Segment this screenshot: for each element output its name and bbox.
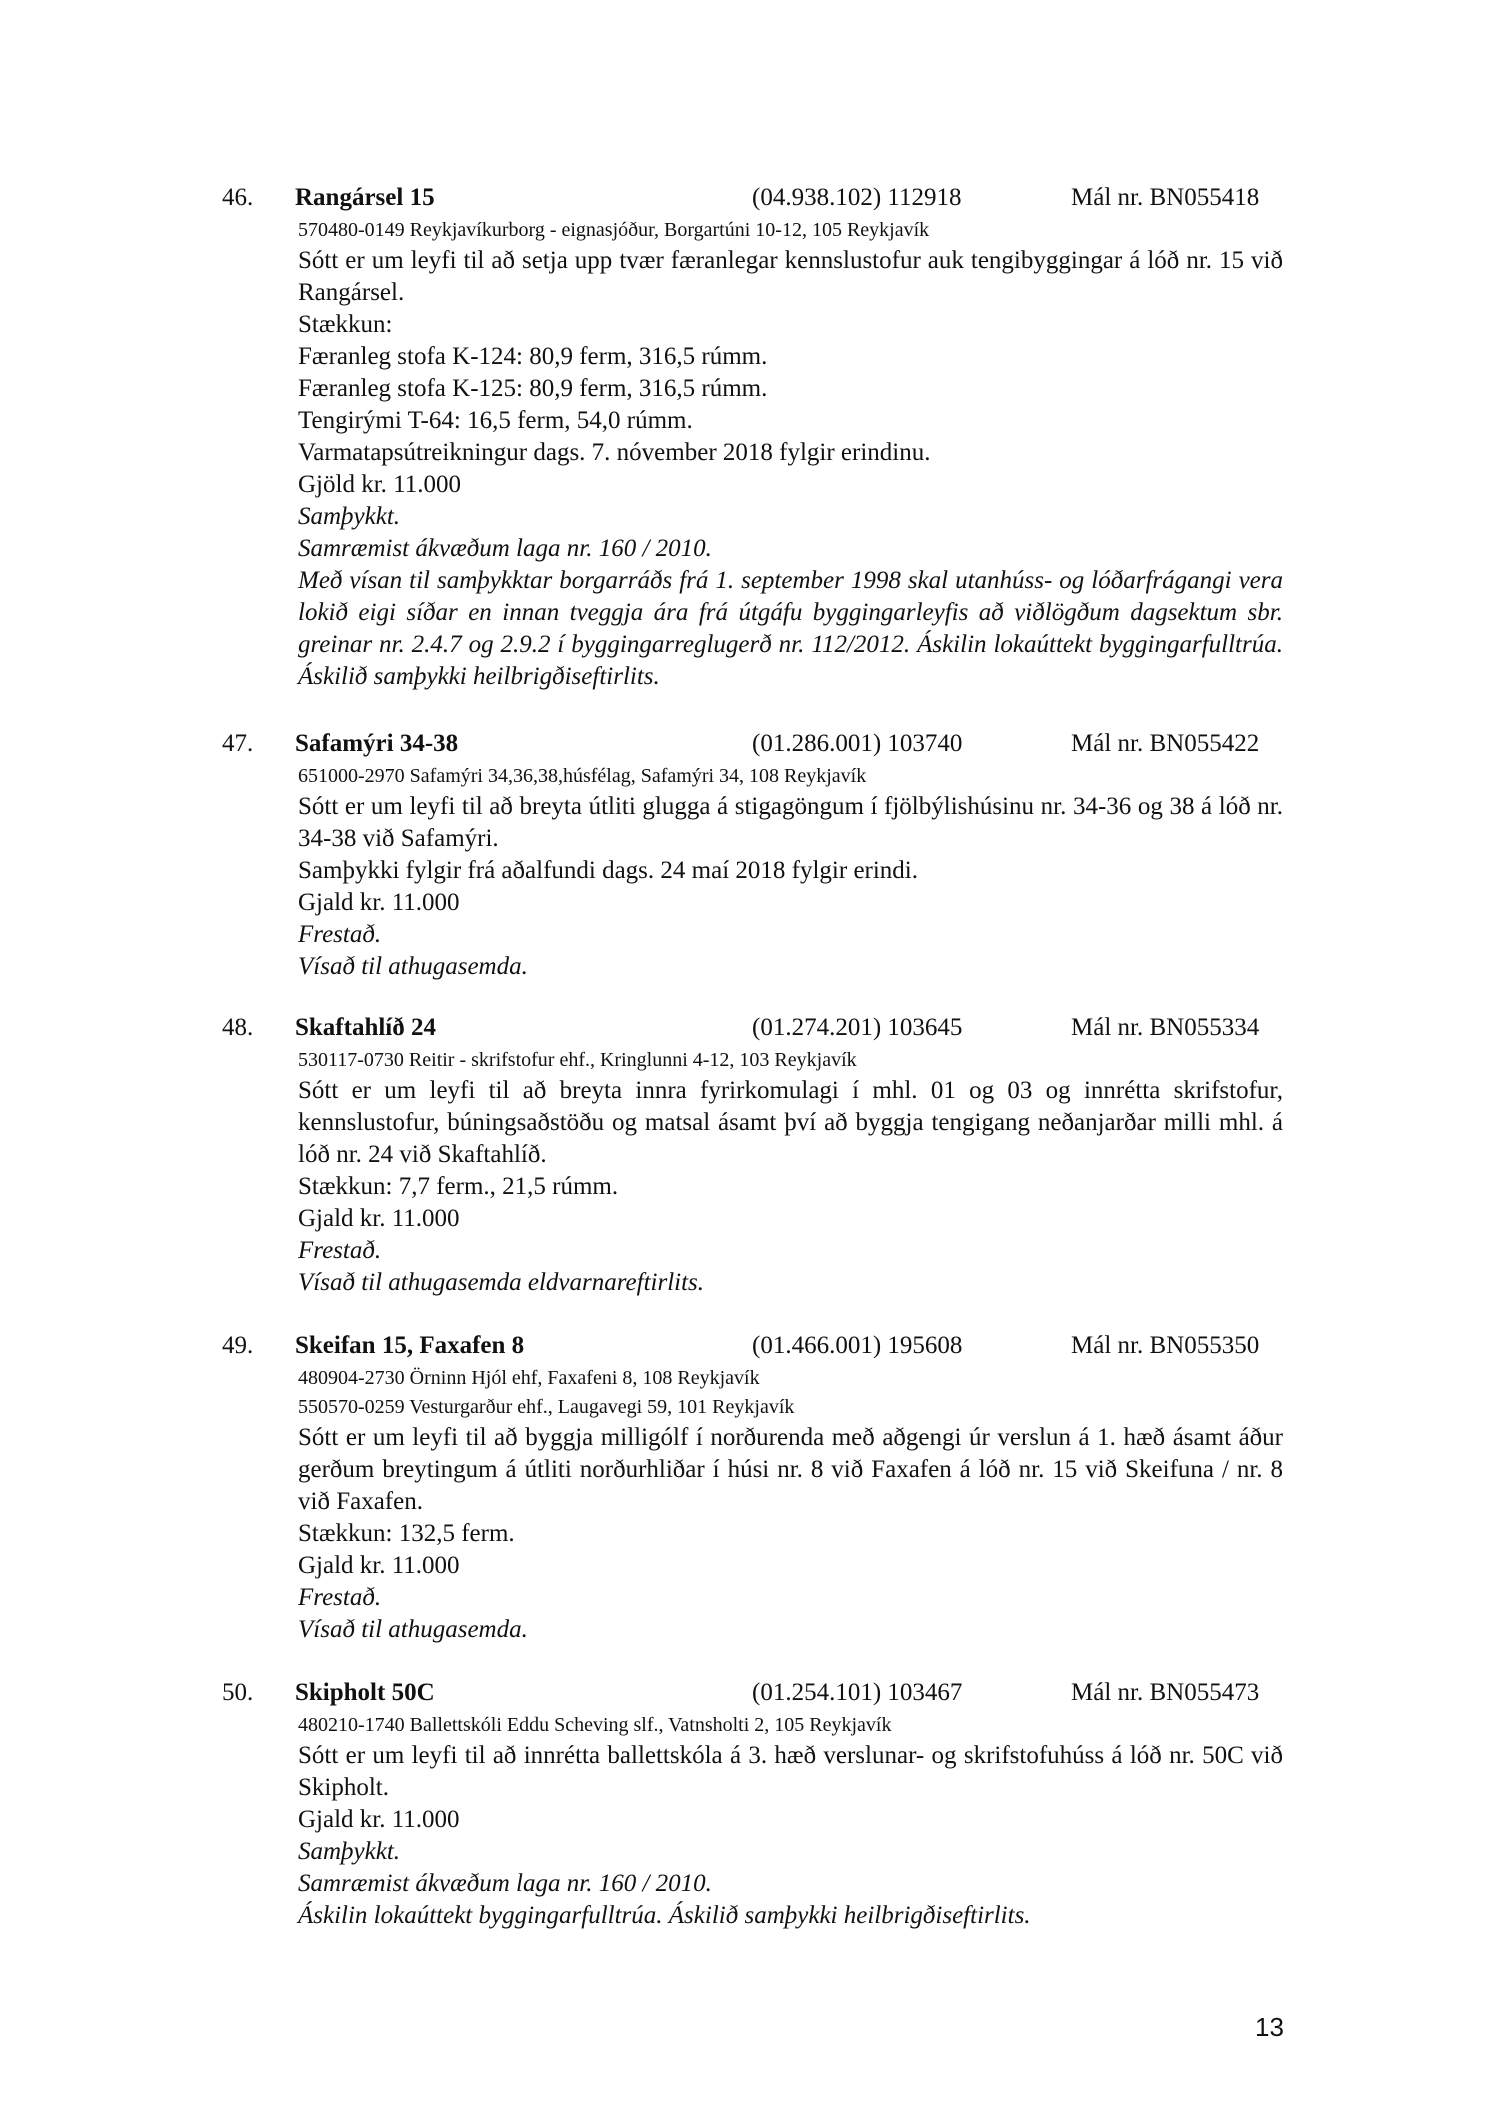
entry-reference: (04.938.102) 112918 [752,184,962,211]
entry-detail: Stækkun: [298,311,393,338]
entry-fee: Gjald kr. 11.000 [298,889,460,916]
entry-detail: Stækkun: 7,7 ferm., 21,5 rúmm. [298,1173,619,1200]
entry-header [0,1675,1500,1711]
entry-number: 46. [222,184,254,211]
entry-header [0,180,1500,216]
page-number: 13 [1255,2012,1284,2042]
entry-decision: Frestað. [298,921,382,948]
entry-owner: 480904-2730 Örninn Hjól ehf, Faxafeni 8, 108 Reykjavík [298,1367,760,1389]
entry-description: Sótt er um leyfi til að setja upp tvær færanlegar kennslustofur auk tengibyggingar á lóð nr. 15 við Rangársel. [298,247,1283,306]
entry-fee: Gjald kr. 11.000 [298,1205,460,1232]
entry-reference: (01.254.101) 103467 [752,1679,963,1706]
entry-owner: 480210-1740 Ballettskóli Eddu Scheving slf., Vatnsholti 2, 105 Reykjavík [298,1714,892,1736]
entry-fee: Gjöld kr. 11.000 [298,471,461,498]
entry-decision: Samþykkt. [298,1838,401,1865]
case-entry-46 [0,180,1500,693]
entry-header [0,1010,1500,1046]
case-entry-50 [0,1675,1500,1932]
entry-description: Sótt er um leyfi til að innrétta ballettskóla á 3. hæð verslunar- og skrifstofuhúss á lóð nr. 50C við Skipholt. [298,1742,1283,1801]
entry-reference: (01.274.201) 103645 [752,1014,963,1041]
entry-description: Sótt er um leyfi til að breyta innra fyrirkomulagi í mhl. 01 og 03 og innrétta skrifstofur, kennslustofur, búningsaðstöðu og matsal ásamt því að byggja tengigang neðanjarðar milli mhl. á lóð nr. 24 við Skaftahlíð. [298,1077,1283,1168]
case-entry-49 [0,1328,1500,1646]
case-entry-48 [0,1010,1500,1299]
entry-header [0,726,1500,762]
entry-fee: Gjald kr. 11.000 [298,1552,460,1579]
entry-detail: Færanleg stofa K-125: 80,9 ferm, 316,5 rúmm. [298,375,768,402]
entry-decision-note: Samræmist ákvæðum laga nr. 160 / 2010. [298,1870,712,1897]
entry-reference: (01.286.001) 103740 [752,730,963,757]
entry-decision-note: Með vísan til samþykktar borgarráðs frá 1. september 1998 skal utanhúss- og lóðarfrágangi vera lokið eigi síðar en innan tveggja ára frá útgáfu byggingarleyfis að viðlögðum dagsektum sbr. greinar nr. 2.4.7 og 2.9.2 í byggingarreglugerð nr. 112/2012. Áskilin lokaúttekt byggingarfulltrúa. Áskilið samþykki heilbrigðiseftirlits. [298,567,1283,690]
entry-case-number: Mál nr. BN055422 [1071,730,1260,757]
entry-number: 47. [222,730,254,757]
entry-decision-note: Vísað til athugasemda. [298,953,528,980]
entry-decision: Frestað. [298,1584,382,1611]
entry-description: Sótt er um leyfi til að byggja milligólf í norðurenda með aðgengi úr verslun á 1. hæð ásamt áður gerðum breytingum á útliti norðurhliðar í húsi nr. 8 við Faxafen á lóð nr. 15 við Skeifuna / nr. 8 við Faxafen. [298,1424,1283,1515]
entry-address: Skipholt 50C [295,1679,435,1706]
entry-address: Safamýri 34-38 [295,730,459,757]
entry-owner: 570480-0149 Reykjavíkurborg - eignasjóður, Borgartúni 10-12, 105 Reykjavík [298,219,930,241]
entry-decision-note: Vísað til athugasemda eldvarnareftirlits. [298,1269,705,1296]
entry-case-number: Mál nr. BN055334 [1071,1014,1260,1041]
entry-number: 48. [222,1014,254,1041]
entry-owner: 530117-0730 Reitir - skrifstofur ehf., Kringlunni 4-12, 103 Reykjavík [298,1049,857,1071]
entry-decision-note: Samræmist ákvæðum laga nr. 160 / 2010. [298,535,712,562]
entry-description: Sótt er um leyfi til að breyta útliti glugga á stigagöngum í fjölbýlishúsinu nr. 34-36 og 38 á lóð nr. 34-38 við Safamýri. [298,793,1283,852]
entry-case-number: Mál nr. BN055473 [1071,1679,1260,1706]
entry-address: Skeifan 15, Faxafen 8 [295,1332,525,1359]
entry-decision: Frestað. [298,1237,382,1264]
entry-detail: Færanleg stofa K-124: 80,9 ferm, 316,5 rúmm. [298,343,768,370]
entry-owner: 651000-2970 Safamýri 34,36,38,húsfélag, Safamýri 34, 108 Reykjavík [298,765,867,787]
entry-detail: Stækkun: 132,5 ferm. [298,1520,515,1547]
entry-owner: 550570-0259 Vesturgarður ehf., Laugavegi 59, 101 Reykjavík [298,1396,795,1418]
entry-number: 50. [222,1679,254,1706]
entry-reference: (01.466.001) 195608 [752,1332,963,1359]
entry-address: Skaftahlíð 24 [295,1014,437,1041]
entry-header [0,1328,1500,1364]
entry-decision-note: Áskilin lokaúttekt byggingarfulltrúa. Áskilið samþykki heilbrigðiseftirlits. [298,1902,1031,1929]
entry-address: Rangársel 15 [295,184,435,211]
entry-decision: Samþykkt. [298,503,401,530]
entry-case-number: Mál nr. BN055350 [1071,1332,1260,1359]
entry-fee: Gjald kr. 11.000 [298,1806,460,1833]
entry-decision-note: Vísað til athugasemda. [298,1616,528,1643]
case-entry-47 [0,726,1500,983]
entry-number: 49. [222,1332,254,1359]
entry-detail: Varmatapsútreikningur dags. 7. nóvember 2018 fylgir erindinu. [298,439,931,466]
entry-detail: Tengirými T-64: 16,5 ferm, 54,0 rúmm. [298,407,693,434]
entry-detail: Samþykki fylgir frá aðalfundi dags. 24 maí 2018 fylgir erindi. [298,857,919,884]
entry-case-number: Mál nr. BN055418 [1071,184,1260,211]
